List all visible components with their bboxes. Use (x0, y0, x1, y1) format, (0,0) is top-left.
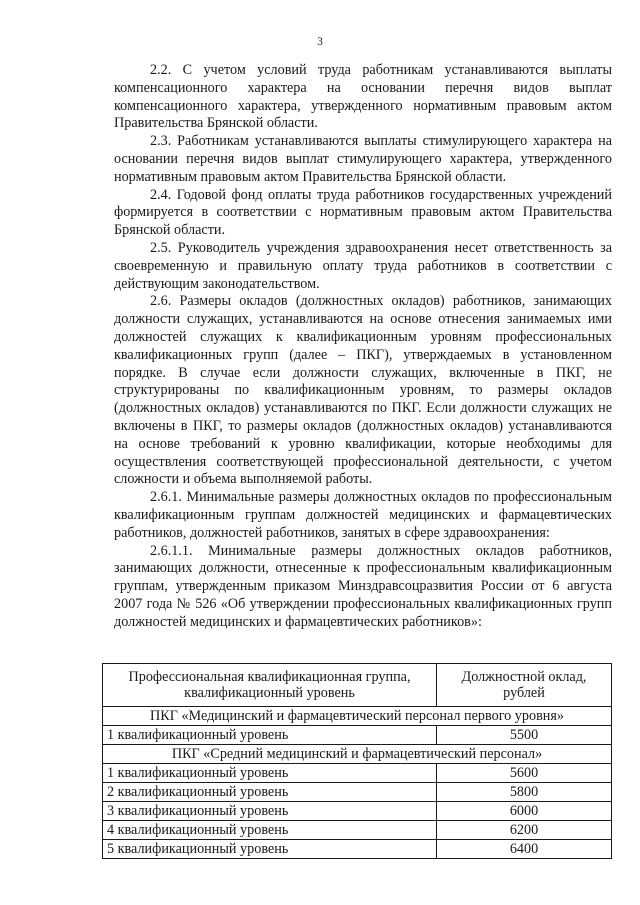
table-header-row (103, 664, 612, 707)
salary-cell: 5800 (437, 783, 612, 802)
salary-cell: 6200 (437, 821, 612, 840)
paragraph-2-4: 2.4. Годовой фонд оплаты труда работников государственных учреждений формируется в соответствии с нормативным правовым актом Правительства Брянской области. (114, 186, 612, 239)
paragraph-2-6-1: 2.6.1. Минимальные размеры должностных окладов по профессиональным квалификационным группам должностей медицинских и фармацевтических работников, должностей работников, занятых в сфере здравоохранения: (114, 489, 612, 541)
header-group-level: Профессиональная квалификационная группа, квалификационный уровень (103, 664, 437, 707)
document-body (114, 62, 612, 632)
salary-cell: 5500 (437, 726, 612, 745)
table-row (103, 726, 612, 745)
paragraph-2-2: 2.2. С учетом условий труда работникам устанавливаются выплаты компенсационного характера на основании перечня видов выплат компенсационного характера, утвержденного нормативным правовым актом Правительства Брянской области. (114, 62, 612, 132)
salary-table (102, 663, 612, 859)
salary-cell: 6400 (437, 840, 612, 859)
page-number: 3 (317, 36, 323, 48)
paragraph-2-3: 2.3. Работникам устанавливаются выплаты стимулирующего характера на основании перечня видов выплат стимулирующего характера, утвержденного нормативным правовым актом Правительства Брянской области. (114, 133, 612, 185)
section-row (103, 707, 612, 726)
table-row (103, 783, 612, 802)
section-title: ПКГ «Медицинский и фармацевтический персонал первого уровня» (103, 707, 612, 726)
level-cell: 1 квалификационный уровень (103, 764, 437, 783)
level-cell: 3 квалификационный уровень (103, 802, 437, 821)
salary-cell: 6000 (437, 802, 612, 821)
salary-cell: 5600 (437, 764, 612, 783)
level-cell: 1 квалификационный уровень (103, 726, 437, 745)
section-row (103, 745, 612, 764)
paragraph-2-6: 2.6. Размеры окладов (должностных окладов) работников, занимающих должности служащих, устанавливаются на основе отнесения занимаемых ими должностей служащих к квалификационным уровням профессиональных квалификационных групп (далее – ПКГ), утверждаемых в установленном порядке. В случае если должности служащих, включенные в ПКГ, не структурированы по квалификационным уровням, то размеры окладов (должностных окладов) устанавливаются по ПКГ. Если должности служащих не включены в ПКГ, то размеры окладов (должностных окладов) устанавливаются на основе требований к уровню квалификации, которые необходимы для осуществления соответствующей профессиональной деятельности, с учетом сложности и объема выполняемой работы. (114, 293, 612, 488)
level-cell: 4 квалификационный уровень (103, 821, 437, 840)
paragraph-2-5: 2.5. Руководитель учреждения здравоохранения несет ответственность за своевременную и правильную оплату труда работников в соответствии с действующим законодательством. (114, 239, 612, 292)
header-salary: Должностной оклад, рублей (437, 664, 612, 707)
table-row (103, 821, 612, 840)
table-row (103, 802, 612, 821)
table-row (103, 840, 612, 859)
table-row (103, 764, 612, 783)
level-cell: 5 квалификационный уровень (103, 840, 437, 859)
paragraph-2-6-1-1: 2.6.1.1. Минимальные размеры должностных окладов работников, занимающих должности, отнесенные к профессиональным квалификационным группам, утвержденным приказом Минздравсоцразвития России от 6 августа 2007 года № 526 «Об утверждении профессиональных квалификационных групп должностей медицинских и фармацевтических работников»: (114, 542, 612, 630)
level-cell: 2 квалификационный уровень (103, 783, 437, 802)
section-title: ПКГ «Средний медицинский и фармацевтический персонал» (103, 745, 612, 764)
